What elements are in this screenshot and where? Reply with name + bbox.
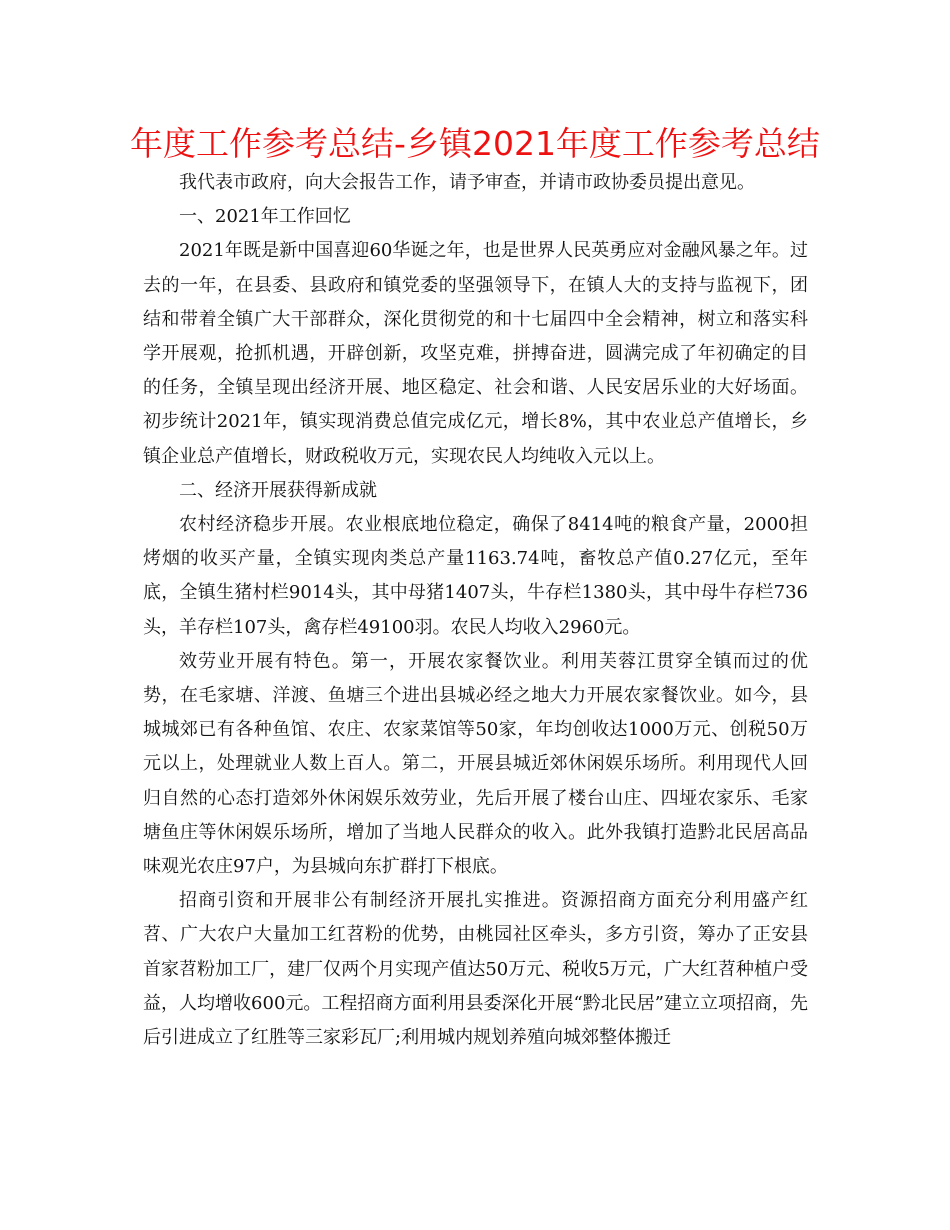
paragraph-rural-economy: 农村经济稳步开展。农业根底地位稳定，确保了8414吨的粮食产量，2000担烤烟的收买产量，全镇实现肉类总产量1163.74吨，畜牧总产值0.27亿元，至年底，全镇生猪村栏9014头，其中母猪1407头，牛存栏1380头，其中母牛存栏736头，羊存栏107头，禽存栏49100羽。农民人均收入2960元。 [143, 514, 808, 638]
document-body [143, 166, 808, 1055]
paragraph-investment: 招商引资和开展非公有制经济开展扎实推进。资源招商方面充分利用盛产红苕、广大农户大量加工红苕粉的优势，由桃园社区牵头，多方引资，筹办了正安县首家苕粉加工厂，建厂仅两个月实现产值达50万元、税收5万元，广大红苕种植户受益，人均增收600元。工程招商方面利用县委深化开展“黔北民居”建立立项招商，先后引进成立了红胜等三家彩瓦厂;利用城内规划养殖向城郊整体搬迁 [143, 890, 808, 1049]
section-heading-achievements: 二、经济开展获得新成就 [179, 479, 377, 501]
section-heading-review: 一、2021年工作回忆 [179, 206, 351, 228]
paragraph-service-industry: 效劳业开展有特色。第一，开展农家餐饮业。利用芙蓉江贯穿全镇而过的优势，在毛家塘、洋渡、鱼塘三个进出县城必经之地大力开展农家餐饮业。如今，县城城郊已有各种鱼馆、农庄、农家菜馆等50家，年均创收达1000万元、创税50万元以上，处理就业人数上百人。第二，开展县城近郊休闲娱乐场所。利用现代人回归自然的心态打造郊外休闲娱乐效劳业，先后开展了楼台山庄、四垭农家乐、毛家塘鱼庄等休闲娱乐场所，增加了当地人民群众的收入。此外我镇打造黔北民居高品味观光农庄97户，为县城向东扩群打下根底。 [143, 650, 808, 878]
paragraph-overview: 2021年既是新中国喜迎60华诞之年，也是世界人民英勇应对金融风暴之年。过去的一年，在县委、县政府和镇党委的坚强领导下，在镇人大的支持与监视下，团结和带着全镇广大干部群众，深化贯彻党的和十七届四中全会精神，树立和落实科学开展观，抢抓机遇，开辟创新，攻坚克难，拼搏奋进，圆满完成了年初确定的目的任务，全镇呈现出经济开展、地区稳定、社会和谐、人民安居乐业的大好场面。初步统计2021年，镇实现消费总值完成亿元，增长8%，其中农业总产值增长，乡镇企业总产值增长，财政税收万元，实现农民人均纯收入元以上。 [143, 240, 808, 467]
paragraph-intro: 我代表市政府，向大会报告工作，请予审查，并请市政协委员提出意见。 [179, 172, 755, 193]
document-title: 年度工作参考总结-乡镇2021年度工作参考总结 [130, 124, 820, 163]
